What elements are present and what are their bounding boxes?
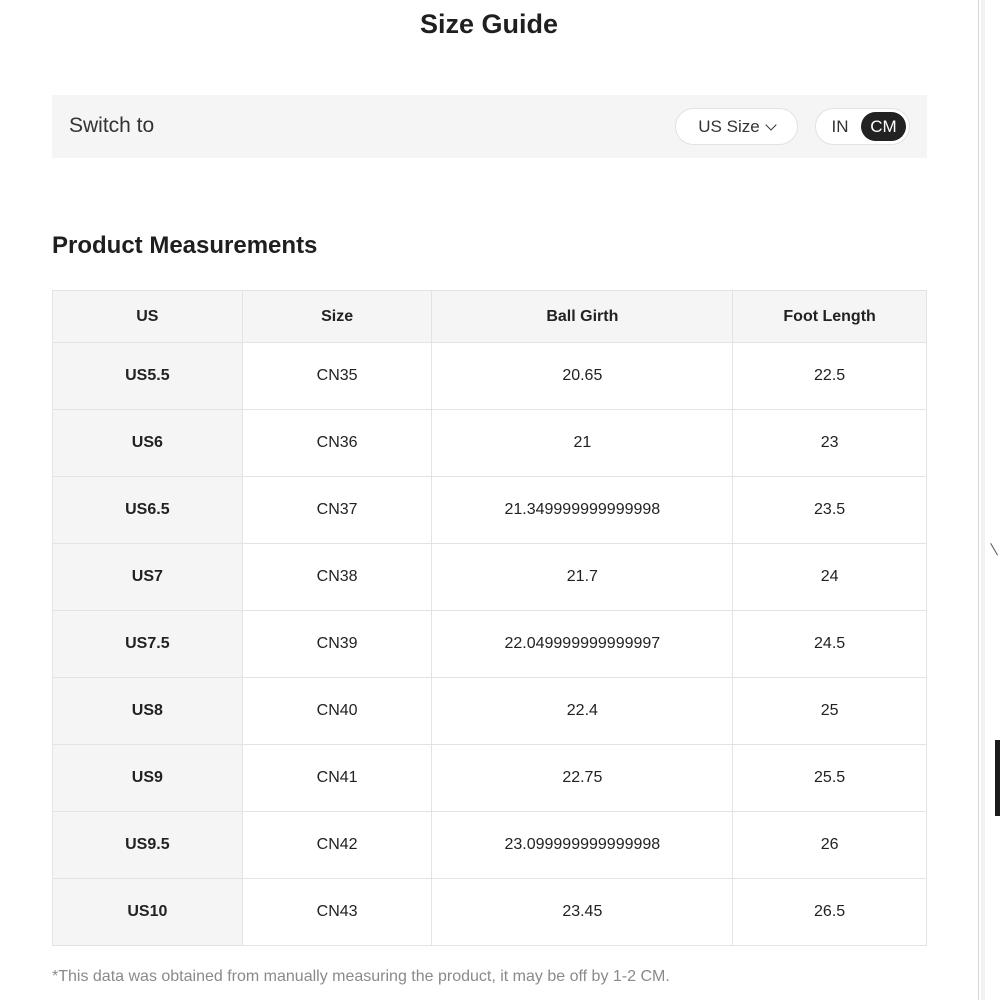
- us-size-cell: US9: [53, 745, 243, 812]
- us-size-cell: US7: [53, 544, 243, 611]
- table-row: [53, 410, 927, 477]
- cn-size-cell: CN37: [242, 477, 432, 544]
- unit-in-option[interactable]: IN: [831, 116, 849, 136]
- table-row: [53, 477, 927, 544]
- cn-size-cell: CN38: [242, 544, 432, 611]
- ball-girth-cell: 22.049999999999997: [432, 611, 733, 678]
- table-row: [53, 611, 927, 678]
- cn-size-cell: CN41: [242, 745, 432, 812]
- foot-length-cell: 25.5: [733, 745, 927, 812]
- foot-length-cell: 26.5: [733, 879, 927, 946]
- table-row: [53, 879, 927, 946]
- us-size-cell: US6.5: [53, 477, 243, 544]
- table-row: [53, 678, 927, 745]
- ball-girth-cell: 21: [432, 410, 733, 477]
- ball-girth-cell: 21.349999999999998: [432, 477, 733, 544]
- chevron-down-icon: [765, 119, 776, 130]
- partial-glyph-icon: [990, 538, 1000, 555]
- foot-length-cell: 23: [733, 410, 927, 477]
- measurements-table: [52, 290, 927, 946]
- ball-girth-cell: 20.65: [432, 343, 733, 410]
- measurement-disclaimer: *This data was obtained from manually measuring the product, it may be off by 1-2 CM.: [52, 968, 670, 985]
- unit-toggle: [815, 108, 910, 145]
- cn-size-cell: CN36: [242, 410, 432, 477]
- foot-length-cell: 22.5: [733, 343, 927, 410]
- table-row: [53, 745, 927, 812]
- column-header: Ball Girth: [432, 291, 733, 343]
- foot-length-cell: 24.5: [733, 611, 927, 678]
- us-size-cell: US8: [53, 678, 243, 745]
- page-backdrop[interactable]: [978, 0, 1000, 1000]
- table-header-row: [53, 291, 927, 343]
- table-row: [53, 544, 927, 611]
- column-header: Foot Length: [733, 291, 927, 343]
- size-system-dropdown[interactable]: [675, 108, 798, 145]
- partial-dark-block: [995, 740, 1000, 816]
- ball-girth-cell: 22.75: [432, 745, 733, 812]
- foot-length-cell: 24: [733, 544, 927, 611]
- cn-size-cell: CN40: [242, 678, 432, 745]
- foot-length-cell: 25: [733, 678, 927, 745]
- ball-girth-cell: 22.4: [432, 678, 733, 745]
- switch-bar: [52, 95, 927, 158]
- us-size-cell: US6: [53, 410, 243, 477]
- foot-length-cell: 23.5: [733, 477, 927, 544]
- table-row: [53, 812, 927, 879]
- ball-girth-cell: 23.45: [432, 879, 733, 946]
- cn-size-cell: CN42: [242, 812, 432, 879]
- size-system-value: US Size: [698, 116, 760, 136]
- us-size-cell: US7.5: [53, 611, 243, 678]
- ball-girth-cell: 21.7: [432, 544, 733, 611]
- table-row: [53, 343, 927, 410]
- scrollbar[interactable]: [981, 0, 985, 1000]
- us-size-cell: US9.5: [53, 812, 243, 879]
- cn-size-cell: CN43: [242, 879, 432, 946]
- unit-cm-option[interactable]: CM: [861, 112, 906, 141]
- column-header: Size: [242, 291, 432, 343]
- switch-label: Switch to: [69, 114, 155, 137]
- dialog-title: Size Guide: [419, 9, 559, 39]
- ball-girth-cell: 23.099999999999998: [432, 812, 733, 879]
- cn-size-cell: CN39: [242, 611, 432, 678]
- us-size-cell: US5.5: [53, 343, 243, 410]
- foot-length-cell: 26: [733, 812, 927, 879]
- us-size-cell: US10: [53, 879, 243, 946]
- section-title: Product Measurements: [52, 232, 318, 259]
- column-header: US: [53, 291, 243, 343]
- cn-size-cell: CN35: [242, 343, 432, 410]
